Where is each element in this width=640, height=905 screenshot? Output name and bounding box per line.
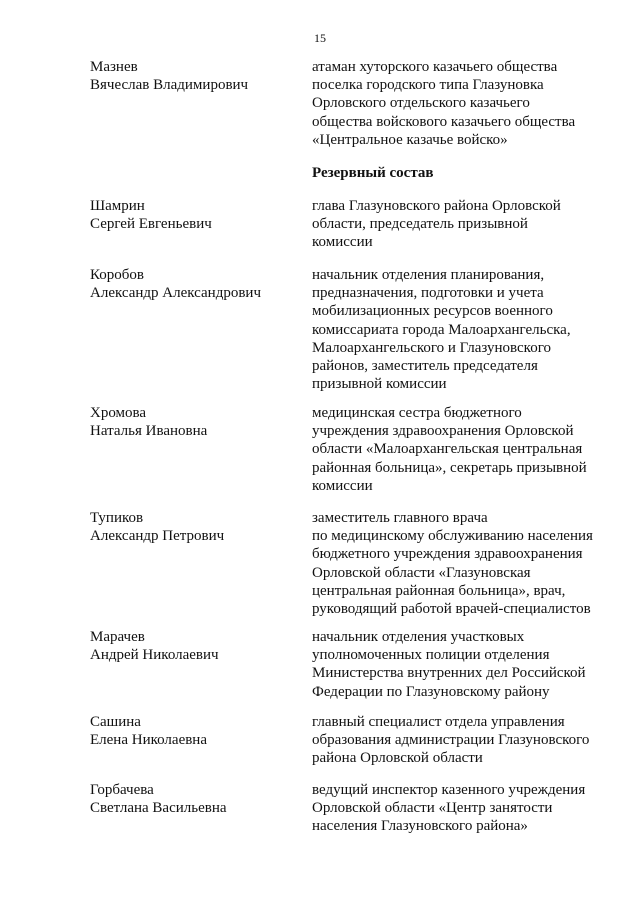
role-line: Федерации по Глазуновскому району — [312, 683, 550, 700]
person-role — [312, 266, 612, 393]
role-line: области, председатель призывной — [312, 216, 528, 233]
role-line: заместитель главного врача — [312, 510, 488, 526]
person-name — [90, 628, 295, 664]
role-line: Малоархангельского и Глазуновского — [312, 339, 551, 356]
role-line: начальник отделения планирования, — [312, 267, 545, 283]
role-line: районов, заместитель председателя — [312, 358, 538, 375]
person-surname: Шамрин — [90, 198, 145, 214]
role-line: центральная районная больница», врач, — [312, 582, 566, 599]
role-line: начальник отделения участковых — [312, 629, 525, 645]
person-name — [90, 781, 295, 817]
role-line: ведущий инспектор казенного учреждения — [312, 782, 586, 798]
role-line: образования администрации Глазуновского — [312, 732, 590, 749]
role-line: по медицинскому обслуживанию населения — [312, 528, 593, 545]
person-given-names: Елена Николаевна — [90, 732, 207, 749]
role-line: общества войскового казачьего общества — [312, 113, 576, 130]
role-line: атаман хуторского казачьего общества — [312, 59, 558, 75]
role-line: поселка городского типа Глазуновка — [312, 77, 544, 94]
person-surname: Сашина — [90, 714, 141, 730]
person-surname: Марачев — [90, 629, 145, 645]
role-line: «Центральное казачье войско» — [312, 131, 508, 148]
person-name — [90, 266, 295, 302]
role-line: Орловского отдельского казачьего — [312, 95, 530, 112]
person-name — [90, 713, 295, 749]
role-line: района Орловской области — [312, 750, 483, 767]
role-line: Министерства внутренних дел Российской — [312, 665, 586, 682]
person-role — [312, 58, 612, 149]
person-role — [312, 509, 612, 618]
role-line: медицинская сестра бюджетного — [312, 405, 522, 421]
person-surname: Коробов — [90, 267, 144, 283]
person-given-names: Наталья Ивановна — [90, 423, 208, 440]
person-name — [90, 404, 295, 440]
role-line: учреждения здравоохранения Орловской — [312, 423, 574, 440]
person-role — [312, 197, 612, 252]
person-given-names: Сергей Евгеньевич — [90, 216, 212, 233]
role-line: Орловской области «Глазуновская — [312, 564, 531, 581]
role-line: руководящий работой врачей-специалистов — [312, 601, 591, 618]
person-name — [90, 197, 295, 233]
role-line: области «Малоархангельская центральная — [312, 441, 583, 458]
role-line: комиссии — [312, 234, 373, 251]
role-line: мобилизационных ресурсов военного — [312, 303, 553, 320]
page-number: 15 — [314, 31, 326, 45]
person-given-names: Вячеслав Владимирович — [90, 77, 249, 94]
person-name — [90, 58, 295, 94]
role-line: населения Глазуновского района» — [312, 818, 528, 835]
role-line: Орловской области «Центр занятости — [312, 800, 553, 817]
person-given-names: Андрей Николаевич — [90, 647, 219, 664]
person-role — [312, 781, 612, 836]
person-role — [312, 628, 612, 701]
person-name — [90, 509, 295, 545]
person-surname: Хромова — [90, 405, 147, 421]
person-given-names: Александр Петрович — [90, 528, 225, 545]
person-given-names: Александр Александрович — [90, 285, 261, 302]
role-line: уполномоченных полиции отделения — [312, 647, 550, 664]
role-line: комиссии — [312, 477, 373, 494]
role-line: главный специалист отдела управления — [312, 714, 565, 730]
role-line: комиссариата города Малоархангельска, — [312, 321, 571, 338]
person-surname: Мазнев — [90, 59, 138, 75]
role-line: глава Глазуновского района Орловской — [312, 198, 561, 214]
person-role — [312, 404, 612, 495]
person-given-names: Светлана Васильевна — [90, 800, 227, 817]
role-line: призывной комиссии — [312, 376, 447, 393]
role-line: бюджетного учреждения здравоохранения — [312, 546, 583, 563]
role-line: районная больница», секретарь призывной — [312, 459, 587, 476]
person-surname: Тупиков — [90, 510, 144, 526]
role-line: предназначения, подготовки и учета — [312, 285, 544, 302]
person-surname: Горбачева — [90, 782, 154, 798]
person-role — [312, 713, 612, 768]
section-heading: Резервный состав — [312, 165, 434, 181]
